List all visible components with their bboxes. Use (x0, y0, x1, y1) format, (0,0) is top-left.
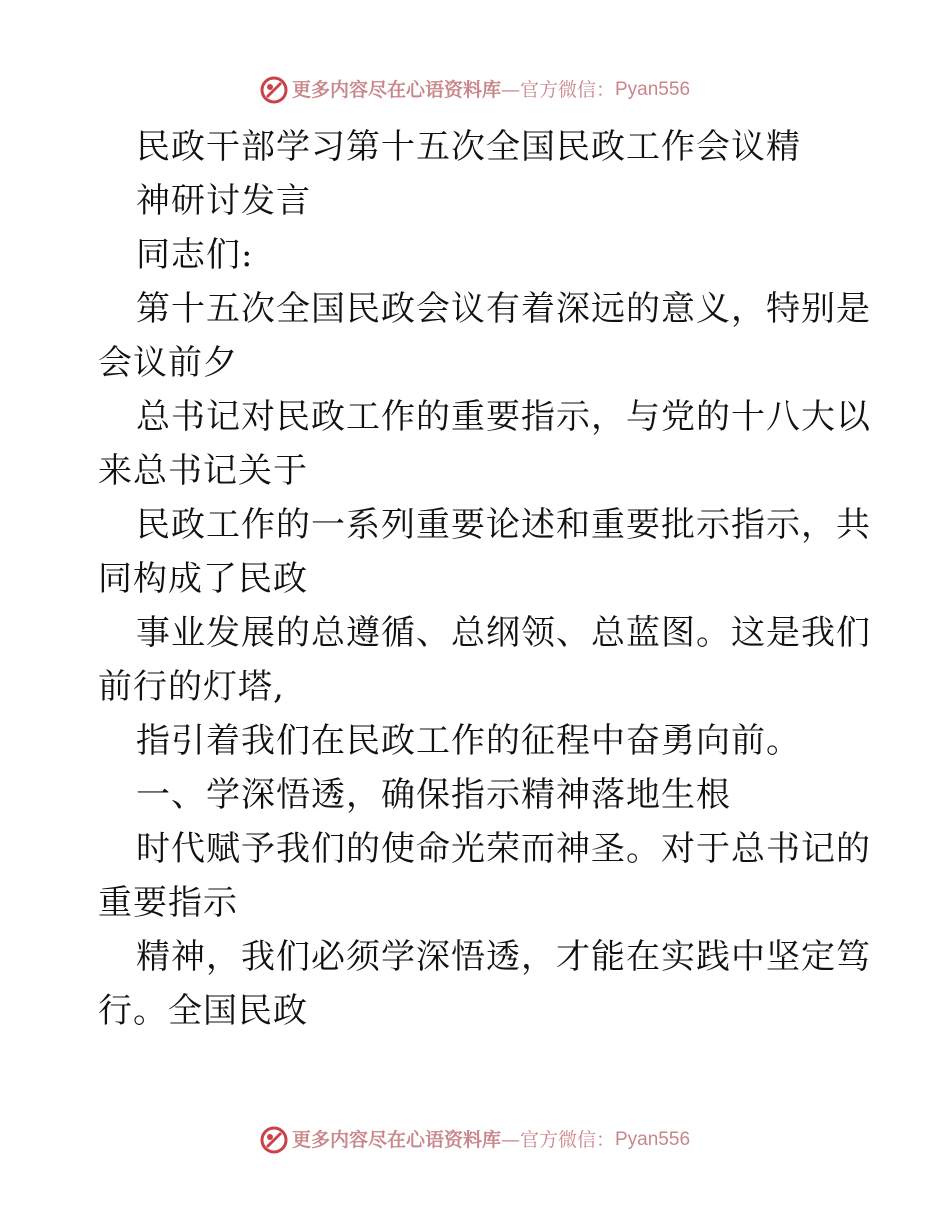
watermark-label: 官方微信： (519, 79, 615, 101)
paragraph-line: 民政工作的一系列重要论述和重要批示指示，共 (136, 505, 871, 545)
paragraph-line: 会议前夕 (98, 343, 238, 383)
paragraph-line: 指引着我们在民政工作的征程中奋勇向前。 (136, 721, 801, 761)
paragraph (98, 390, 871, 498)
brand-logo-icon (260, 76, 288, 104)
watermark-dash: — (500, 79, 520, 101)
watermark-dash: — (500, 1129, 520, 1151)
paragraph-line: 重要指示 (98, 883, 238, 923)
footer-watermark (0, 1125, 950, 1154)
paragraph (98, 606, 871, 714)
paragraph-line: 行。全国民政 (98, 991, 308, 1031)
paragraph (98, 930, 871, 1038)
paragraph-line: 时代赋予我们的使命光荣而神圣。对于总书记的 (136, 829, 871, 869)
header-watermark (0, 75, 950, 104)
paragraph-line: 来总书记关于 (98, 451, 308, 491)
doc-title-line-1: 民政干部学习第十五次全国民政工作会议精 (136, 127, 801, 167)
paragraph-line: 前行的灯塔, (98, 667, 285, 707)
document-body (98, 120, 871, 1038)
greeting: 同志们: (136, 235, 254, 275)
paragraph-line: 同构成了民政 (98, 559, 308, 599)
section-heading (98, 768, 856, 822)
section-heading-line: 一、学深悟透，确保指示精神落地生根 (136, 775, 731, 815)
watermark-brand: 更多内容尽在心语资料库 (291, 79, 501, 101)
watermark-wechat-id: Pyan556 (615, 1129, 691, 1150)
watermark-brand: 更多内容尽在心语资料库 (291, 1129, 501, 1151)
paragraph-line: 第十五次全国民政会议有着深远的意义，特别是 (136, 289, 871, 329)
paragraph (98, 498, 871, 606)
doc-title-line-2: 神研讨发言 (136, 181, 311, 221)
paragraph (98, 714, 856, 768)
paragraph (98, 822, 871, 930)
paragraph-line: 精神，我们必须学深悟透，才能在实践中坚定笃 (136, 937, 871, 977)
paragraph-line: 总书记对民政工作的重要指示，与党的十八大以 (136, 397, 871, 437)
watermark-wechat-id: Pyan556 (615, 79, 691, 100)
watermark-label: 官方微信： (519, 1129, 615, 1151)
paragraph-line: 事业发展的总遵循、总纲领、总蓝图。这是我们 (136, 613, 871, 653)
paragraph (98, 282, 871, 390)
brand-logo-icon (260, 1126, 288, 1154)
